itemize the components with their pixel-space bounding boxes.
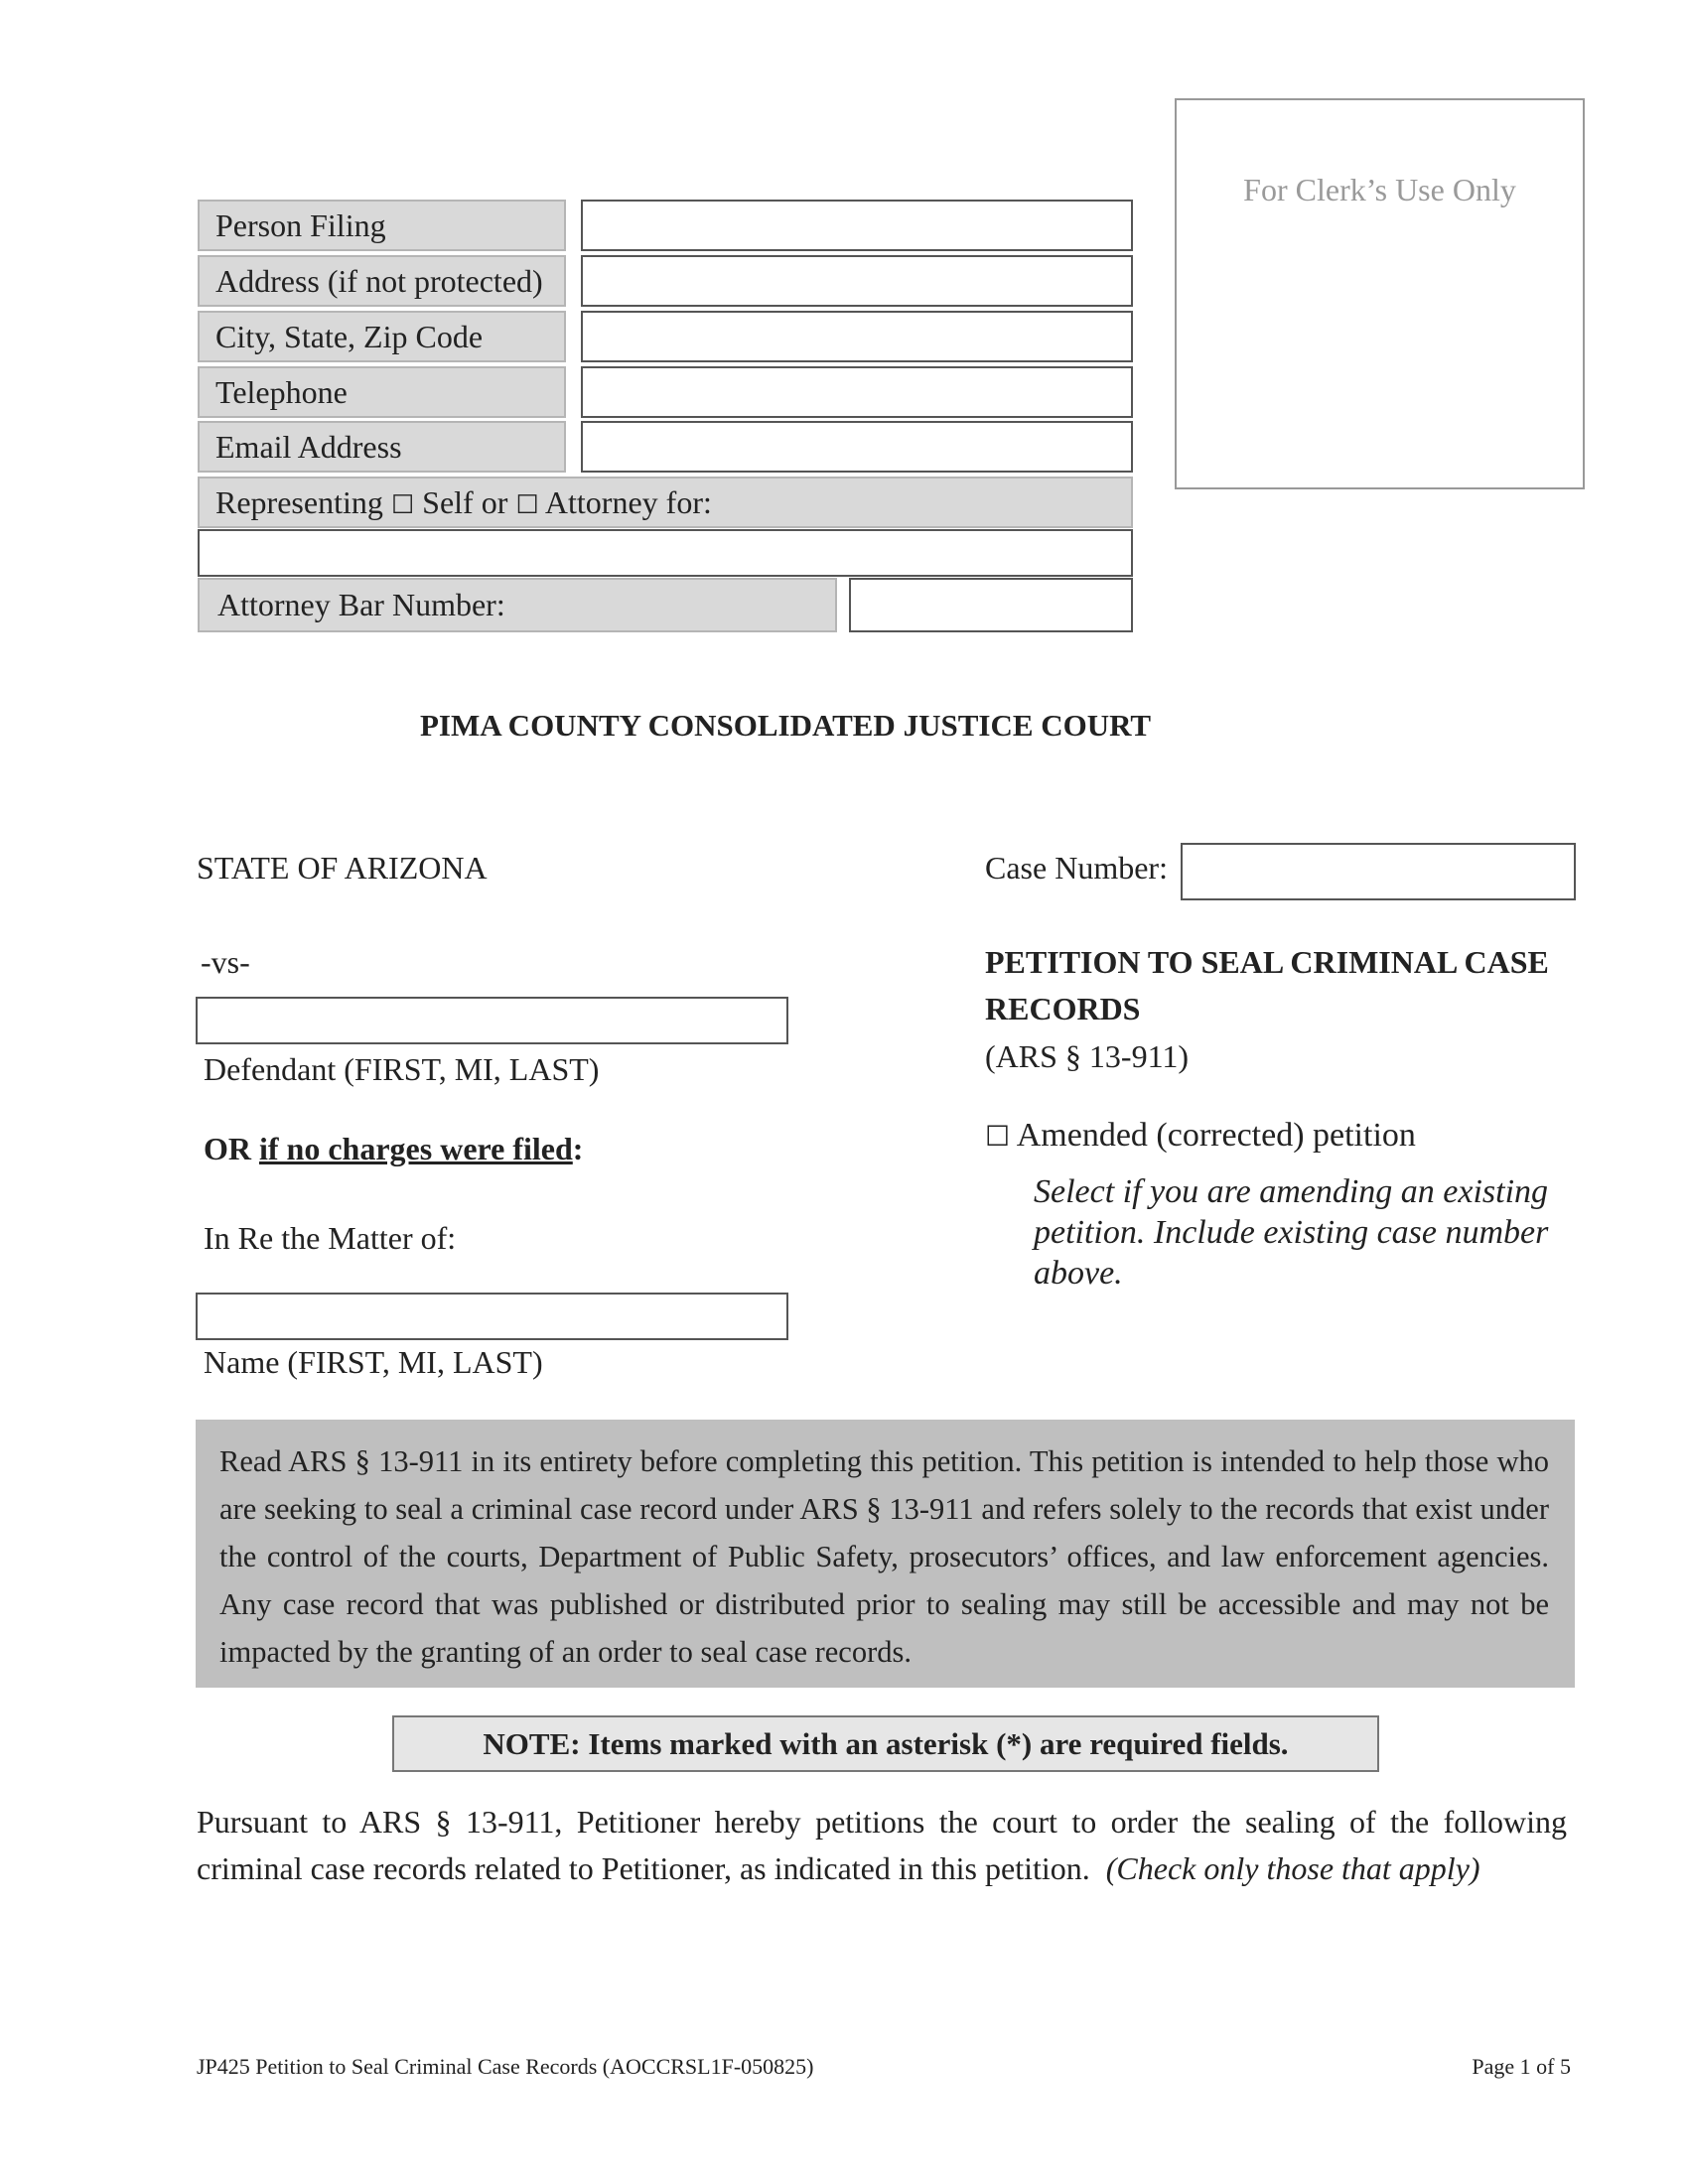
instructions-box: [196, 1420, 1575, 1688]
amended-checkbox[interactable]: ☐: [985, 1120, 1011, 1153]
attorney-for-label: Attorney for:: [544, 484, 712, 520]
or-no-charges: [204, 1131, 583, 1167]
required-fields-note: NOTE: Items marked with an asterisk (*) are required fields.: [392, 1715, 1379, 1772]
pursuant-text: Pursuant to ARS § 13-911, Petitioner hereby petitions the court to order the sealing of the following criminal case records related to Petitioner, as indicated in this petition.: [197, 1804, 1567, 1886]
or-text: OR: [204, 1131, 251, 1166]
email-label: Email Address: [198, 421, 566, 473]
amended-option: [985, 1117, 1416, 1155]
city-state-zip-label: City, State, Zip Code: [198, 311, 566, 362]
person-filing-label: Person Filing: [198, 200, 566, 251]
representing-row: [198, 477, 1133, 528]
name-field[interactable]: [196, 1293, 788, 1340]
case-number-label: Case Number:: [985, 850, 1168, 886]
pursuant-paragraph: [197, 1799, 1567, 1892]
clerk-use-label: For Clerk’s Use Only: [1243, 172, 1516, 207]
vs-text: -vs-: [201, 944, 250, 980]
amended-label: Amended (corrected) petition: [1016, 1117, 1416, 1154]
petition-title: PETITION TO SEAL CRIMINAL CASE RECORDS: [985, 944, 1549, 1026]
statute-reference: (ARS § 13-911): [985, 1038, 1190, 1074]
bar-number-field[interactable]: [849, 578, 1133, 632]
email-field[interactable]: [581, 421, 1133, 473]
footer-form-id: JP425 Petition to Seal Criminal Case Records (AOCCRSL1F-050825): [197, 2054, 814, 2079]
pursuant-instruction: (Check only those that apply): [1105, 1850, 1480, 1886]
person-filing-field[interactable]: [581, 200, 1133, 251]
clerk-use-box: [1175, 98, 1585, 489]
representing-label: Representing: [215, 484, 383, 520]
address-label: Address (if not protected): [198, 255, 566, 307]
court-title: PIMA COUNTY CONSOLIDATED JUSTICE COURT: [420, 708, 1152, 743]
self-label: Self or: [422, 484, 508, 520]
case-number-field[interactable]: [1181, 843, 1576, 900]
telephone-label: Telephone: [198, 366, 566, 418]
defendant-field[interactable]: [196, 997, 788, 1044]
no-charges-text: if no charges were filed: [259, 1131, 573, 1166]
amended-note: Select if you are amending an existing petition. Include existing case number above.: [1034, 1173, 1549, 1292]
city-state-zip-field[interactable]: [581, 311, 1133, 362]
instructions-text: Read ARS § 13-911 in its entirety before completing this petition. This petition is intended to help those who are seeking to seal a criminal case record under ARS § 13-911 and refers solely to the records that exist under the control of the courts, Department of Public Safety, prosecutors’ offices, and law enforcement agencies. Any case record that was published or distributed prior to sealing may still be accessible and may not be impacted by the granting of an order to seal case records.: [219, 1444, 1549, 1669]
no-charges-colon: :: [572, 1131, 584, 1166]
telephone-field[interactable]: [581, 366, 1133, 418]
self-checkbox[interactable]: ☐: [390, 490, 415, 520]
footer-page-number: Page 1 of 5: [1472, 2054, 1571, 2079]
attorney-for-field[interactable]: [198, 529, 1133, 577]
bar-number-label: Attorney Bar Number:: [198, 578, 837, 632]
attorney-checkbox[interactable]: ☐: [515, 490, 539, 520]
address-field[interactable]: [581, 255, 1133, 307]
in-re-label: In Re the Matter of:: [204, 1220, 457, 1256]
name-label: Name (FIRST, MI, LAST): [204, 1344, 543, 1380]
plaintiff-name: STATE OF ARIZONA: [197, 850, 488, 886]
defendant-label: Defendant (FIRST, MI, LAST): [204, 1051, 600, 1087]
